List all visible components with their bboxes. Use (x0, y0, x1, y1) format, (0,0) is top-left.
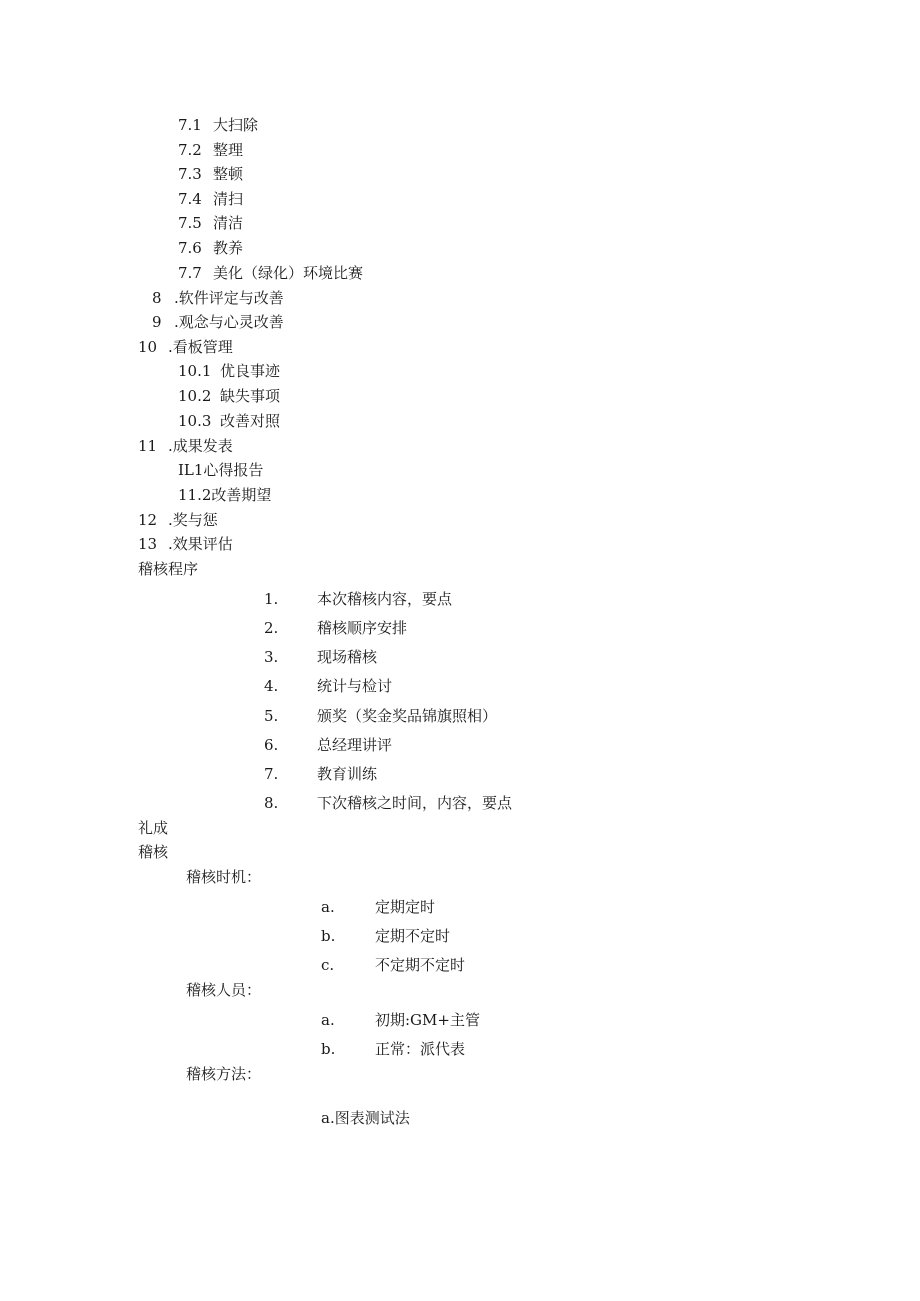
audit-procedure-heading: 稽核程序 (138, 560, 199, 578)
step-number: 3. (264, 648, 279, 666)
step-number: 1. (264, 590, 279, 608)
audit-step (264, 677, 392, 695)
audit-step (264, 648, 377, 666)
step-label: 教育训练 (317, 765, 378, 783)
option-letter: c. (321, 956, 335, 974)
item-label: 大扫除 (213, 116, 259, 134)
item-number: 7.5 (178, 214, 202, 232)
audit-step (264, 736, 392, 754)
option-letter: b. (321, 1040, 336, 1058)
list-item (178, 190, 243, 208)
list-item (178, 412, 280, 430)
item-label: .看板管理 (168, 338, 233, 356)
list-item: IL1心得报告 (178, 461, 264, 479)
item-number: 7.7 (178, 264, 202, 282)
list-item (138, 511, 218, 529)
step-number: 7. (264, 765, 279, 783)
item-label: 缺失事项 (220, 387, 281, 405)
audit-step (264, 794, 512, 812)
audit-step (264, 707, 497, 725)
item-label: 教养 (213, 239, 244, 257)
item-label: .效果评估 (168, 535, 233, 553)
option-text: 定期定时 (375, 898, 436, 916)
list-item (138, 338, 233, 356)
list-item (138, 535, 233, 553)
list-item: 11.2改善期望 (178, 486, 272, 504)
list-item (178, 264, 363, 282)
list-item (138, 437, 233, 455)
option-text: 正常：派代表 (375, 1040, 466, 1058)
item-number: 12 (138, 511, 158, 529)
personnel-option (321, 1040, 465, 1058)
item-label: .观念与心灵改善 (174, 313, 284, 331)
list-item (178, 116, 258, 134)
step-label: 下次稽核之时间，内容，要点 (317, 794, 513, 812)
list-item (178, 214, 243, 232)
item-label: 优良事迹 (220, 362, 281, 380)
audit-method-label: 稽核方法： (186, 1065, 262, 1083)
item-label: .成果发表 (168, 437, 233, 455)
option-letter: a. (321, 1011, 335, 1029)
timing-option (321, 898, 435, 916)
method-option: a.图表测试法 (321, 1109, 410, 1127)
list-item (178, 239, 243, 257)
item-number: 13 (138, 535, 158, 553)
item-label: 美化（绿化）环境比赛 (213, 264, 364, 282)
option-text: 不定期不定时 (375, 956, 466, 974)
audit-step (264, 765, 377, 783)
item-label: .软件评定与改善 (174, 289, 284, 307)
list-item (178, 362, 280, 380)
item-label: 改善对照 (220, 412, 281, 430)
audit-step (264, 590, 452, 608)
item-number: 7.1 (178, 116, 202, 134)
step-label: 统计与检讨 (317, 677, 393, 695)
timing-option (321, 927, 450, 945)
item-number: 7.2 (178, 141, 202, 159)
audit-personnel-label: 稽核人员： (186, 981, 262, 999)
step-number: 2. (264, 619, 279, 637)
list-item (152, 289, 284, 307)
step-number: 8. (264, 794, 279, 812)
list-item (178, 165, 243, 183)
item-label: 整理 (213, 141, 244, 159)
step-label: 本次稽核内容，要点 (317, 590, 453, 608)
step-number: 4. (264, 677, 279, 695)
step-label: 稽核顺序安排 (317, 619, 408, 637)
step-number: 6. (264, 736, 279, 754)
audit-step (264, 619, 407, 637)
step-number: 5. (264, 707, 279, 725)
step-label: 总经理讲评 (317, 736, 393, 754)
list-item (178, 141, 243, 159)
item-number: 10.2 (178, 387, 212, 405)
item-number: 10 (138, 338, 158, 356)
item-label: 清扫 (213, 190, 244, 208)
option-letter: b. (321, 927, 336, 945)
option-text: 定期不定时 (375, 927, 451, 945)
step-label: 现场稽核 (317, 648, 378, 666)
item-number: 11 (138, 437, 158, 455)
item-number: 10.3 (178, 412, 212, 430)
audit-timing-label: 稽核时机： (186, 868, 262, 886)
item-number: 7.3 (178, 165, 202, 183)
heading-jihe: 稽核 (138, 843, 169, 861)
step-label: 颁奖（奖金奖品锦旗照相） (317, 707, 498, 725)
item-number: 7.6 (178, 239, 202, 257)
item-number: 7.4 (178, 190, 202, 208)
item-number: 8 (152, 289, 162, 307)
item-label: 清洁 (213, 214, 244, 232)
item-label: 整顿 (213, 165, 244, 183)
item-number: 10.1 (178, 362, 212, 380)
list-item (152, 313, 284, 331)
option-text: 初期:GM+主管 (375, 1011, 480, 1029)
list-item (178, 387, 280, 405)
option-letter: a. (321, 898, 335, 916)
item-number: 9 (152, 313, 162, 331)
personnel-option (321, 1011, 480, 1029)
heading-licheng: 礼成 (138, 819, 169, 837)
timing-option (321, 956, 465, 974)
item-label: .奖与惩 (168, 511, 218, 529)
